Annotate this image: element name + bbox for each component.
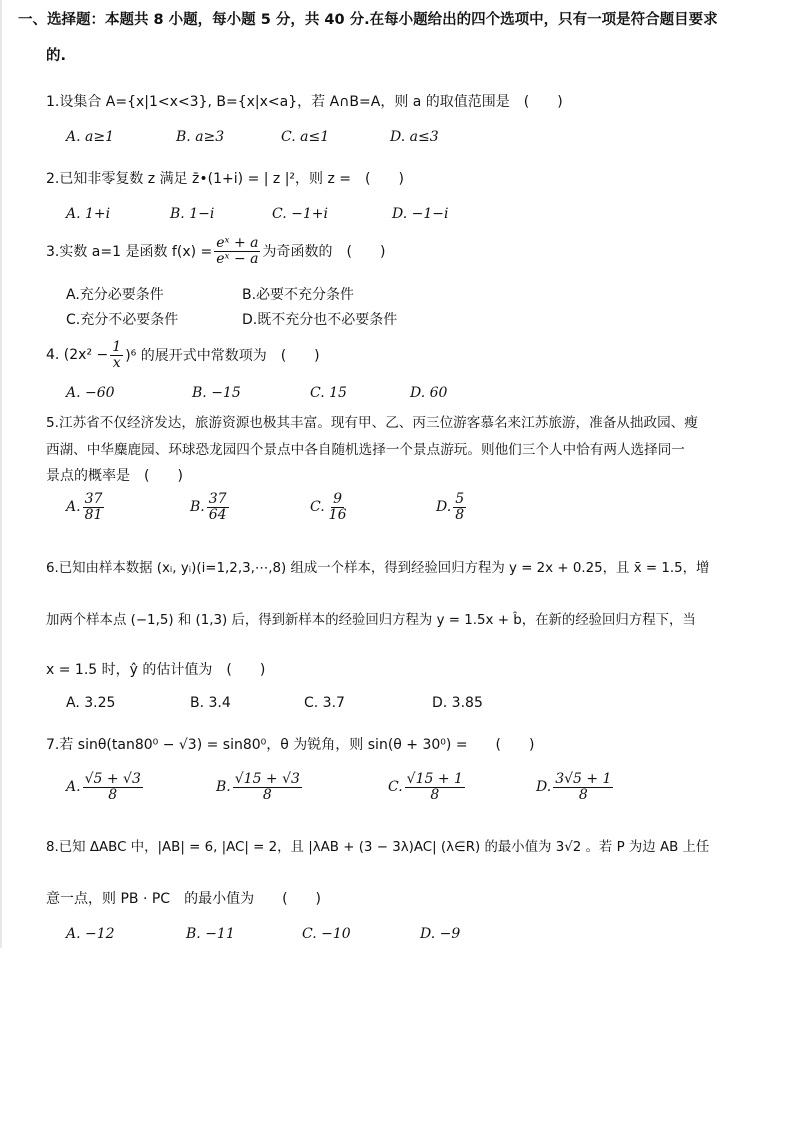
question-8-option-d: D. −9 (420, 926, 461, 942)
question-4-option-a: A. −60 (66, 385, 115, 401)
fraction-denominator: 8 (262, 786, 272, 803)
question-4-stem-prefix: 4. (2x² − (46, 347, 109, 364)
question-8-line-2: 意一点，则 PB · PC 的最小值为 ( ) (46, 891, 321, 907)
question-2-option-d: D. −1−i (392, 206, 449, 222)
question-8-option-b: B. −11 (186, 926, 235, 942)
question-6-option-a: A. 3.25 (66, 695, 116, 711)
question-5-option-b (190, 492, 231, 522)
question-3-option-a: A.充分必要条件 (66, 287, 164, 303)
fraction-denominator: 8 (455, 506, 465, 523)
question-1-option-b: B. a≥3 (176, 129, 225, 145)
fraction-numerator: eˣ + a (216, 235, 259, 251)
fraction-denominator: 8 (578, 786, 588, 803)
question-4-fraction (110, 340, 123, 370)
question-5-option-d (436, 492, 468, 522)
question-7-stem: 7.若 sinθ(tan80⁰ − √3) = sin80⁰，θ 为锐角，则 sin(θ + 30⁰) = ( ) (46, 737, 535, 753)
question-3-stem (46, 236, 385, 266)
fraction-numerator: 9 (333, 491, 343, 507)
option-label: C. (310, 499, 325, 516)
fraction-denominator: eˣ − a (216, 250, 259, 267)
question-3-stem-suffix: 为奇函数的 ( ) (262, 244, 386, 261)
question-6-line-3: x = 1.5 时，ŷ 的估计值为 ( ) (46, 662, 266, 678)
option-fraction (207, 492, 229, 522)
fraction-denominator: x (112, 354, 121, 371)
fraction-denominator: 64 (208, 506, 227, 523)
question-6-line-2: 加两个样本点 (−1,5) 和 (1,3) 后，得到新样本的经验回归方程为 y = 1.5x + b̂，在新的经验回归方程下，当 (46, 613, 696, 628)
option-label: B. (190, 499, 205, 516)
question-6-option-b: B. 3.4 (190, 695, 231, 711)
fraction-denominator: 81 (84, 506, 103, 523)
question-6-option-d: D. 3.85 (432, 695, 483, 711)
question-5-option-a (66, 492, 106, 522)
option-fraction (83, 492, 105, 522)
option-fraction (233, 772, 302, 802)
question-5-line-1: 5.江苏省不仅经济发达，旅游资源也极其丰富。现有甲、乙、丙三位游客慕名来江苏旅游，准备从拙政园、瘦 (46, 415, 698, 431)
fraction-numerator: 3√5 + 1 (555, 771, 612, 787)
question-5-option-c (310, 492, 351, 522)
option-fraction (553, 772, 613, 802)
scan-edge (0, 0, 2, 948)
section-heading: 一、选择题：本题共 8 小题，每小题 5 分，共 40 分.在每小题给出的四个选项中，只有一项是符合题目要求 (18, 12, 718, 28)
question-5-line-3: 景点的概率是 ( ) (46, 468, 183, 484)
fraction-numerator: 1 (112, 339, 122, 355)
question-1-option-c: C. a≤1 (281, 129, 330, 145)
option-label: A. (66, 499, 81, 516)
question-7-option-a (66, 772, 145, 802)
fraction-numerator: 37 (84, 491, 103, 507)
question-4-option-c: C. 15 (310, 385, 347, 401)
option-label: C. (388, 779, 403, 796)
question-2-option-a: A. 1+i (66, 206, 111, 222)
fraction-numerator: 5 (455, 491, 465, 507)
option-fraction (327, 492, 349, 522)
fraction-denominator: 8 (430, 786, 440, 803)
fraction-denominator: 16 (328, 506, 347, 523)
question-8-option-c: C. −10 (302, 926, 351, 942)
question-2-option-c: C. −1+i (272, 206, 328, 222)
question-2-stem: 2.已知非零复数 z 满足 z̄•(1+i) = | z |²，则 z = ( ) (46, 171, 404, 187)
question-8-option-a: A. −12 (66, 926, 115, 942)
question-7-option-b (216, 772, 304, 802)
question-3-fraction (214, 236, 260, 266)
question-3-option-b: B.必要不充分条件 (242, 287, 355, 303)
question-1-option-a: A. a≥1 (66, 129, 114, 145)
option-fraction (453, 492, 466, 522)
fraction-numerator: √15 + √3 (234, 771, 300, 787)
question-6-line-1: 6.已知由样本数据 (xᵢ, yᵢ)(i=1,2,3,⋯,8) 组成一个样本，得到经验回归方程为 y = 2x + 0.25，且 x̄ = 1.5，增 (46, 561, 710, 576)
option-fraction (83, 772, 143, 802)
option-label: D. (536, 779, 552, 796)
question-7-option-c (388, 772, 467, 802)
question-8-line-1: 8.已知 ΔABC 中，|AB| = 6, |AC| = 2，且 |λAB + (3 − 3λ)AC| (λ∈R) 的最小值为 3√2 。若 P 为边 AB 上任 (46, 840, 710, 855)
question-7-option-d (536, 772, 615, 802)
fraction-numerator: √15 + 1 (406, 771, 463, 787)
option-label: B. (216, 779, 231, 796)
fraction-numerator: √5 + √3 (84, 771, 141, 787)
question-4-option-b: B. −15 (192, 385, 241, 401)
question-3-stem-prefix: 3.实数 a=1 是函数 f(x) = (46, 244, 213, 261)
question-6-option-c: C. 3.7 (304, 695, 345, 711)
question-4-option-d: D. 60 (410, 385, 448, 401)
question-2-option-b: B. 1−i (170, 206, 215, 222)
question-5-line-2: 西湖、中华麋鹿园、环球恐龙园四个景点中各自随机选择一个景点游玩。则他们三个人中恰有两人选择同一 (46, 442, 685, 458)
question-4-stem (46, 340, 320, 370)
question-1-stem: 1.设集合 A={x|1<x<3}, B={x|x<a}，若 A∩B=A，则 a 的取值范围是 ( ) (46, 94, 563, 110)
option-label: D. (436, 499, 452, 516)
fraction-numerator: 37 (208, 491, 227, 507)
fraction-denominator: 8 (108, 786, 118, 803)
question-4-stem-suffix: )⁶ 的展开式中常数项为 ( ) (125, 348, 320, 365)
question-3-option-d: D.既不充分也不必要条件 (242, 312, 398, 328)
option-label: A. (66, 779, 81, 796)
question-3-option-c: C.充分不必要条件 (66, 312, 179, 328)
option-fraction (405, 772, 465, 802)
question-1-option-d: D. a≤3 (390, 129, 439, 145)
section-heading-cont: 的. (46, 48, 67, 64)
